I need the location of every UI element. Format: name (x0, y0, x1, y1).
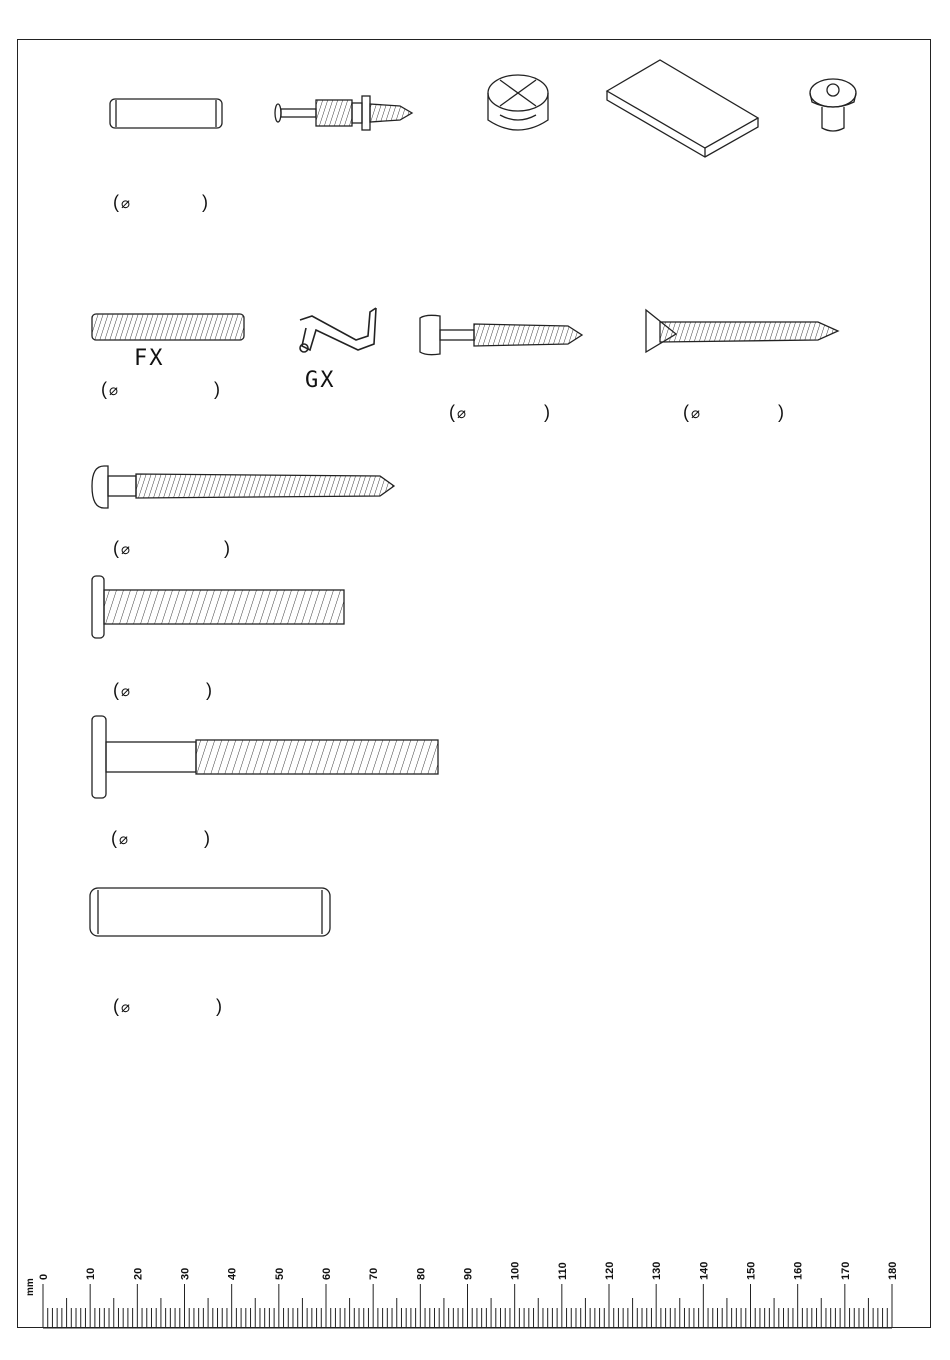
label-fx: FX (134, 346, 165, 371)
diameter-note: ( ⌀ ) (683, 402, 785, 422)
long-wood-screw-icon (92, 466, 394, 508)
ruler-label: 120 (604, 1261, 616, 1280)
ruler-label: 60 (321, 1267, 333, 1280)
pan-head-screw-icon (420, 315, 582, 354)
ruler-label: 160 (792, 1261, 805, 1280)
connector-nut-icon (810, 79, 856, 131)
ruler-unit: mm (25, 1278, 36, 1296)
ruler-label: 90 (462, 1267, 475, 1280)
ruler-label: 110 (556, 1262, 569, 1280)
diameter-note: ( ⌀ ) (113, 192, 209, 212)
ruler-label: 130 (651, 1261, 664, 1280)
diameter-note: ( ⌀ ) (111, 828, 211, 848)
label-gx: GX (305, 368, 336, 393)
cam-lock-icon (488, 75, 548, 130)
connector-bolt-long-icon (92, 716, 438, 798)
ruler (43, 1284, 892, 1328)
ruler-label: 0 (38, 1273, 50, 1280)
ruler-label: 180 (887, 1261, 899, 1280)
cam-bolt-icon (275, 96, 412, 130)
large-dowel-icon (90, 888, 330, 936)
ruler-label: 80 (415, 1267, 428, 1280)
felt-pad-icon (607, 60, 758, 157)
ruler-label: 140 (698, 1261, 711, 1280)
ruler-label: 50 (273, 1267, 286, 1280)
connector-screw-short-icon (92, 576, 344, 638)
ruler-label: 10 (85, 1267, 98, 1280)
diameter-note: ( ⌀ ) (113, 680, 213, 700)
ruler-label: 150 (745, 1261, 758, 1280)
allen-key-icon (300, 308, 376, 352)
diameter-note: ( ⌀ ) (113, 538, 231, 558)
threaded-rod-icon (92, 314, 244, 340)
diameter-note: ( ⌀ ) (101, 379, 221, 399)
countersunk-screw-icon (646, 310, 838, 352)
ruler-label: 170 (839, 1261, 852, 1280)
diameter-note: ( ⌀ ) (113, 996, 223, 1016)
ruler-label: 20 (132, 1267, 145, 1280)
ruler-label: 30 (179, 1267, 192, 1280)
small-dowel-icon (110, 99, 222, 128)
ruler-label: 100 (509, 1261, 522, 1280)
diameter-note: ( ⌀ ) (449, 402, 551, 422)
ruler-label: 70 (368, 1267, 381, 1280)
ruler-label: 40 (226, 1267, 239, 1280)
